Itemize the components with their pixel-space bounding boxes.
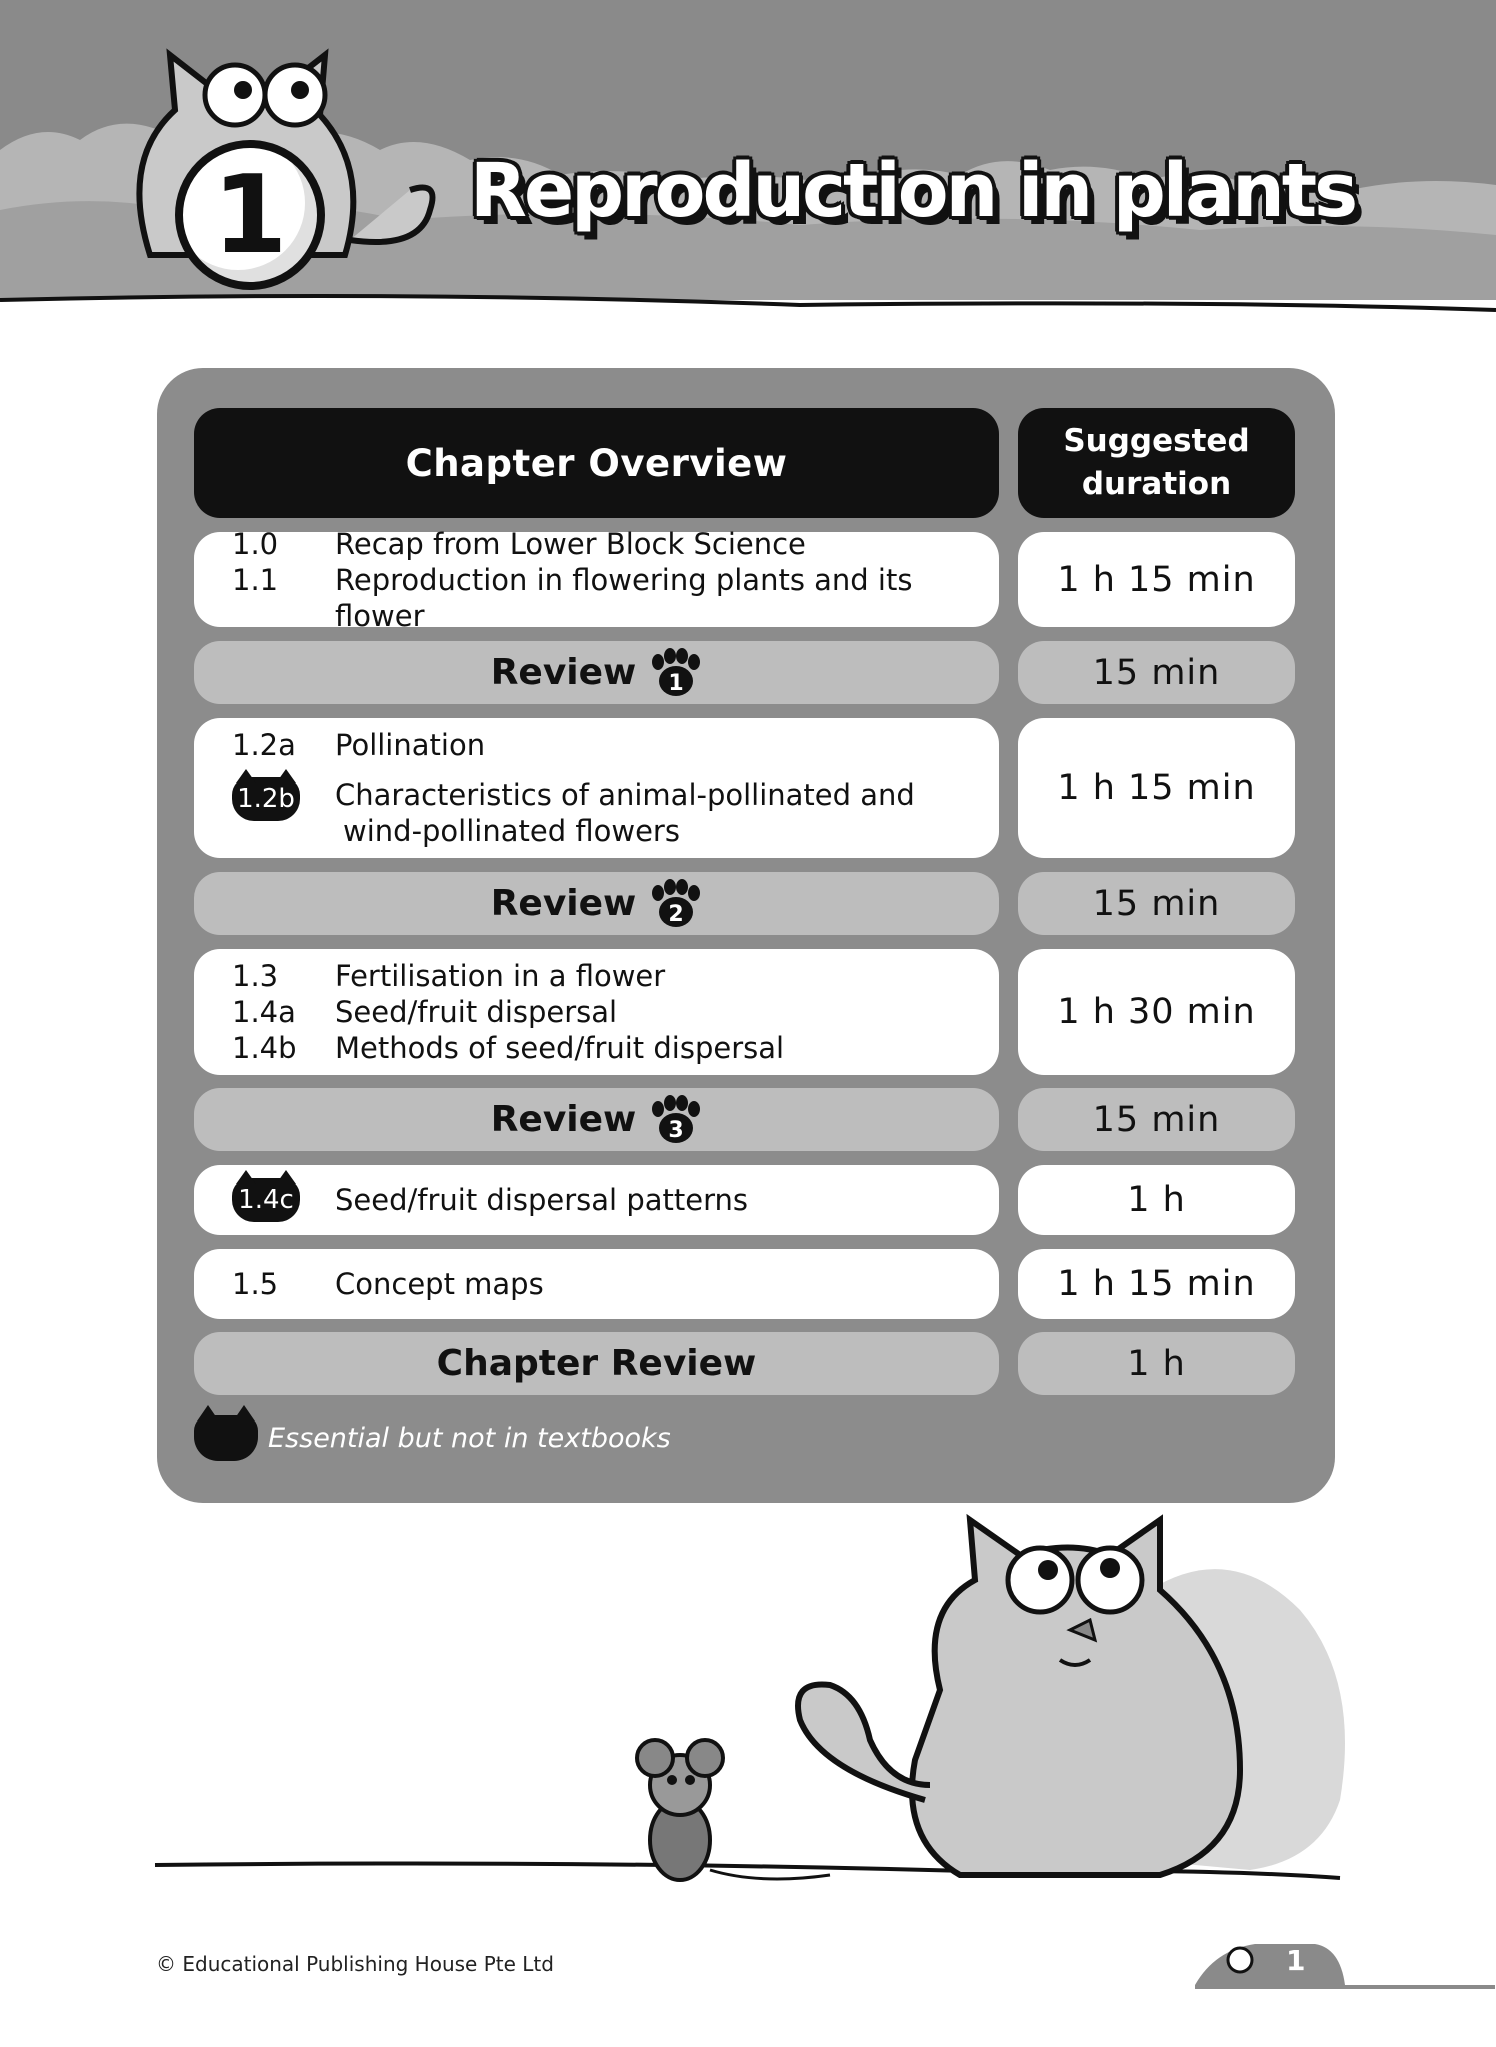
- overview-header: [194, 408, 999, 518]
- chapter-number-badge: 1: [175, 140, 325, 290]
- chapter-header: [0, 0, 1496, 320]
- lesson-item: [232, 526, 999, 562]
- duration-value: 15 min: [1092, 1099, 1221, 1140]
- lesson-item: [232, 994, 784, 1030]
- section-duration: [1018, 718, 1295, 858]
- duration-value: 1 h 15 min: [1057, 768, 1256, 808]
- section-duration: [1018, 1165, 1295, 1235]
- section-duration: [1018, 872, 1295, 935]
- lesson-title: Seed/fruit dispersal patterns: [335, 1183, 748, 1217]
- essential-cat-icon: 1.4c: [232, 1178, 300, 1222]
- duration-value: 1 h 15 min: [1057, 1264, 1256, 1304]
- lesson-item: [232, 1266, 544, 1302]
- chapter-overview-panel: [157, 368, 1335, 1503]
- lesson-number: 1.4b: [232, 1031, 297, 1065]
- paw-icon: [646, 648, 702, 698]
- chapter-review-row: [194, 1332, 999, 1395]
- lesson-number: 1.4a: [232, 995, 296, 1029]
- overview-section: [194, 949, 999, 1075]
- section-duration: [1018, 1332, 1295, 1395]
- legend-text: Essential but not in textbooks: [268, 1422, 671, 1454]
- duration-header-line-2: duration: [1081, 466, 1232, 502]
- lesson-title: Pollination: [335, 728, 486, 762]
- section-duration: [1018, 949, 1295, 1075]
- lesson-item: [232, 1178, 748, 1222]
- cat-and-mouse-illustration: [0, 1500, 1496, 1920]
- review-number: 3: [668, 1117, 684, 1143]
- lesson-item: [232, 958, 784, 994]
- duration-value: 1 h 15 min: [1057, 559, 1256, 600]
- page-number-tab: [1195, 1930, 1495, 1990]
- duration-value: 15 min: [1092, 652, 1221, 693]
- essential-cat-icon: 1.2b: [232, 777, 300, 821]
- lesson-number: 1.2a: [232, 728, 296, 762]
- section-duration: [1018, 1088, 1295, 1151]
- section-duration: [1018, 532, 1295, 627]
- duration-value: 15 min: [1092, 883, 1221, 924]
- duration-value: 1 h: [1127, 1343, 1186, 1384]
- duration-header-line-1: Suggested: [1063, 423, 1250, 459]
- review-label: Review: [490, 1099, 637, 1140]
- lesson-number: 1.0: [232, 526, 279, 561]
- review-label: Review: [490, 652, 637, 693]
- review-number: 1: [668, 670, 684, 696]
- lesson-item: [232, 727, 915, 763]
- lesson-item: [232, 562, 999, 634]
- lesson-number: 1.5: [232, 1267, 279, 1301]
- overview-section: [194, 1165, 999, 1235]
- review-row: [194, 641, 999, 704]
- review-row: [194, 1088, 999, 1151]
- overview-section: [194, 718, 999, 858]
- lesson-title: Methods of seed/fruit dispersal: [335, 1031, 785, 1065]
- lesson-title: Concept maps: [335, 1267, 544, 1301]
- legend: [194, 1415, 671, 1461]
- review-number: 2: [668, 901, 684, 927]
- lesson-item: [232, 1030, 784, 1066]
- chapter-title: Reproduction in plants: [470, 148, 1356, 234]
- duration-value: 1 h: [1127, 1180, 1186, 1220]
- lesson-title: Reproduction in flowering plants and its flower: [335, 562, 913, 633]
- overview-section: [194, 526, 999, 633]
- paw-icon: [646, 879, 702, 929]
- duration-value: 1 h 30 min: [1057, 992, 1256, 1032]
- review-label: Review: [490, 883, 637, 924]
- overview-title: Chapter Overview: [405, 441, 788, 485]
- lesson-title: Characteristics of animal-pollinated and: [335, 778, 915, 812]
- paw-icon: [646, 1095, 702, 1145]
- cat-icon: [194, 1415, 258, 1461]
- overview-section: [194, 1249, 999, 1319]
- lesson-title: Seed/fruit dispersal: [335, 995, 618, 1029]
- lesson-number: 1.1: [232, 562, 279, 597]
- lesson-item: [232, 777, 915, 849]
- mouse-head-icon: [1228, 1948, 1252, 1972]
- lesson-title: Fertilisation in a flower: [335, 959, 666, 993]
- page-number: 1: [1286, 1944, 1306, 1977]
- lesson-title-continued: wind-pollinated flowers: [343, 814, 680, 848]
- lesson-number-essential: [232, 777, 335, 821]
- duration-header: [1018, 408, 1295, 518]
- lesson-number-essential: [232, 1178, 335, 1222]
- section-duration: [1018, 641, 1295, 704]
- review-row: [194, 872, 999, 935]
- lesson-title: Recap from Lower Block Science: [335, 526, 806, 561]
- review-label: Chapter Review: [436, 1343, 757, 1384]
- lesson-number: 1.3: [232, 959, 279, 993]
- section-duration: [1018, 1249, 1295, 1319]
- copyright: © Educational Publishing House Pte Ltd: [156, 1952, 554, 1976]
